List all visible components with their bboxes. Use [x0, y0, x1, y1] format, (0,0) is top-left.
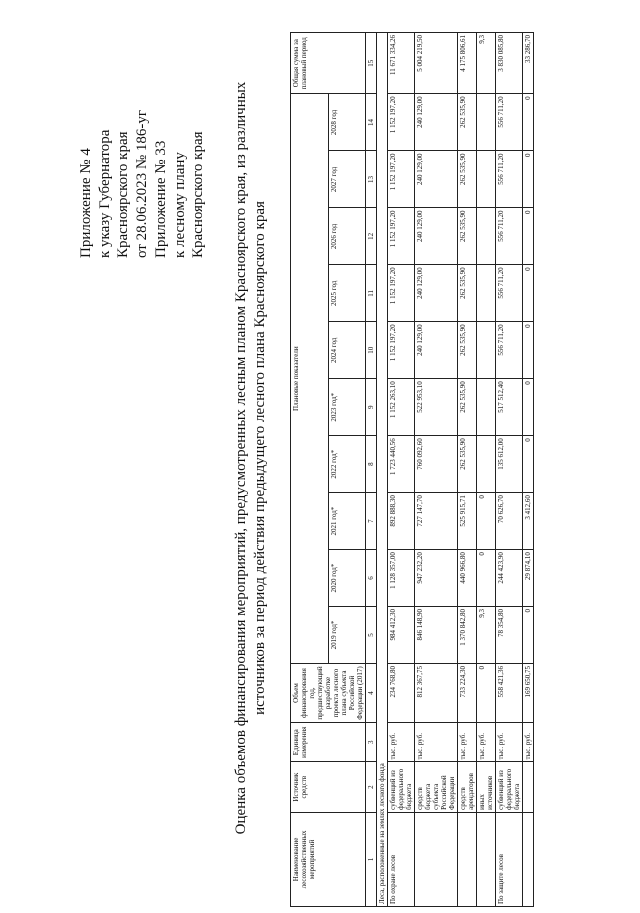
value-cell: 33 286,70: [523, 33, 534, 94]
header-year: 2021 год*: [328, 493, 366, 550]
value-cell: 262 535,90: [458, 265, 477, 322]
value-cell: 1 152 197,20: [388, 94, 415, 151]
value-cell: 70 626,70: [496, 493, 523, 550]
value-cell: 0: [523, 94, 534, 151]
value-cell: [477, 265, 496, 322]
value-cell: 3 412,60: [523, 493, 534, 550]
column-number: 9: [366, 379, 377, 436]
column-number: 5: [366, 607, 377, 664]
source-cell: иных источников: [477, 762, 496, 812]
value-cell: 0: [477, 550, 496, 607]
value-cell: 0: [523, 208, 534, 265]
value-cell: 135 612,00: [496, 436, 523, 493]
table-row: [496, 33, 523, 907]
column-number: 7: [366, 493, 377, 550]
source-cell: субвенций из федерального бюджета: [388, 762, 415, 812]
column-number: 3: [366, 723, 377, 762]
value-cell: 1 152 197,20: [388, 151, 415, 208]
value-cell: 29 874,10: [523, 550, 534, 607]
value-cell: 0: [523, 607, 534, 664]
appendix-line: Приложение № 33: [153, 140, 169, 258]
header-year: 2020 год*: [328, 550, 366, 607]
value-cell: [477, 208, 496, 265]
value-cell: 556 711,20: [496, 265, 523, 322]
value-cell: 517 512,40: [496, 379, 523, 436]
value-cell: 11 671 334,26: [388, 33, 415, 94]
value-cell: 0: [477, 493, 496, 550]
column-number: 1: [366, 812, 377, 906]
value-cell: [477, 436, 496, 493]
column-number: 10: [366, 322, 377, 379]
header-year: 2025 год: [328, 265, 366, 322]
value-cell: [477, 94, 496, 151]
value-cell: 262 535,90: [458, 436, 477, 493]
unit-cell: тыс. руб.: [496, 723, 523, 762]
column-number-row: [366, 33, 377, 907]
header-year: 2027 год: [328, 151, 366, 208]
column-number: 4: [366, 663, 377, 722]
appendix-line: от 28.06.2023 № 186-уг: [133, 109, 150, 258]
document-title-line: Оценка объемов финансирования мероприятий, предусмотренных лесным планом Красноярского края, из различных: [233, 81, 249, 835]
appendix-line: Красноярского края: [190, 131, 206, 258]
value-cell: 262 535,90: [458, 379, 477, 436]
column-number: 15: [366, 33, 377, 94]
table-row: [415, 33, 458, 907]
value-cell: 5 004 219,50: [415, 33, 458, 94]
appendix-line: Приложение № 4: [78, 148, 94, 258]
value-cell: 556 711,20: [496, 208, 523, 265]
value-cell: [477, 379, 496, 436]
value-cell: 556 711,20: [496, 94, 523, 151]
column-number: 8: [366, 436, 377, 493]
value-cell: 240 129,00: [415, 265, 458, 322]
appendix-note-decree: [77, 110, 151, 258]
header-year: 2026 год: [328, 208, 366, 265]
value-cell: 892 888,30: [388, 493, 415, 550]
measure-name-cell: [477, 812, 496, 906]
value-cell: 0: [477, 663, 496, 722]
header-volume: Объем финансирования год, предшествующий разработке проекта лесного плана субъекта Российской Федерации (2017): [291, 663, 366, 722]
appendix-line: к указу Губернатора: [96, 129, 113, 258]
value-cell: 240 129,00: [415, 94, 458, 151]
source-cell: субвенций из федерального бюджета: [496, 762, 523, 812]
value-cell: 947 232,20: [415, 550, 458, 607]
section-row: [377, 33, 388, 907]
value-cell: 3 830 085,80: [496, 33, 523, 94]
table-row: [458, 33, 477, 907]
section-label: Леса, расположенные на землях лесного фонда: [377, 33, 388, 907]
header-year: 2023 год*: [328, 379, 366, 436]
value-cell: 262 535,90: [458, 208, 477, 265]
unit-cell: тыс. руб.: [523, 723, 534, 762]
value-cell: 812 367,75: [415, 663, 458, 722]
header-unit: Единица измерения: [291, 723, 366, 762]
header-year: 2019 год*: [328, 607, 366, 664]
measure-name-cell: [415, 812, 458, 906]
value-cell: 846 148,90: [415, 607, 458, 664]
value-cell: 558 421,36: [496, 663, 523, 722]
value-cell: 1 370 842,80: [458, 607, 477, 664]
value-cell: 244 423,90: [496, 550, 523, 607]
column-number: 12: [366, 208, 377, 265]
value-cell: 1 152 197,20: [388, 208, 415, 265]
unit-cell: тыс. руб.: [458, 723, 477, 762]
appendix-line: к лесному плану: [171, 152, 188, 258]
value-cell: 556 711,20: [496, 322, 523, 379]
value-cell: 9,3: [477, 33, 496, 94]
value-cell: 984 412,30: [388, 607, 415, 664]
table-row: [477, 33, 496, 907]
measure-name-cell: По защите лесов: [496, 812, 523, 906]
header-year: 2028 год: [328, 94, 366, 151]
value-cell: 760 092,60: [415, 436, 458, 493]
header-year: 2022 год*: [328, 436, 366, 493]
unit-cell: тыс. руб.: [477, 723, 496, 762]
column-number: 2: [366, 762, 377, 812]
column-number: 11: [366, 265, 377, 322]
value-cell: 1 152 197,20: [388, 322, 415, 379]
column-number: 14: [366, 94, 377, 151]
value-cell: 262 535,90: [458, 322, 477, 379]
header-total: Общая сумма за плановый период: [291, 33, 366, 94]
source-cell: [523, 762, 534, 812]
unit-cell: тыс. руб.: [388, 723, 415, 762]
value-cell: 525 915,71: [458, 493, 477, 550]
appendix-line: Красноярского края: [115, 131, 131, 258]
measure-name-cell: [523, 812, 534, 906]
value-cell: 9,3: [477, 607, 496, 664]
header-name: Наименование лесохозяйственных мероприятий: [291, 812, 366, 906]
value-cell: 0: [523, 436, 534, 493]
measure-name-cell: По охране лесов: [388, 812, 415, 906]
value-cell: 0: [523, 379, 534, 436]
value-cell: 240 129,00: [415, 151, 458, 208]
value-cell: 0: [523, 151, 534, 208]
value-cell: 1 152 197,20: [388, 265, 415, 322]
unit-cell: тыс. руб.: [415, 723, 458, 762]
source-cell: средств бюджета субъекта Российской Федерации: [415, 762, 458, 812]
value-cell: 240 129,00: [415, 208, 458, 265]
header-source: Источник средств: [291, 762, 366, 812]
value-cell: 733 224,30: [458, 663, 477, 722]
value-cell: 440 966,80: [458, 550, 477, 607]
value-cell: [477, 151, 496, 208]
appendix-note-forest-plan: [152, 131, 208, 258]
value-cell: [477, 322, 496, 379]
value-cell: 1 152 263,10: [388, 379, 415, 436]
header-year: 2024 год: [328, 322, 366, 379]
value-cell: 556 711,20: [496, 151, 523, 208]
value-cell: 169 650,75: [523, 663, 534, 722]
column-number: 13: [366, 151, 377, 208]
value-cell: 0: [523, 265, 534, 322]
table-row: [388, 33, 415, 907]
table-row: [523, 33, 534, 907]
measure-name-cell: [458, 812, 477, 906]
value-cell: 522 953,10: [415, 379, 458, 436]
value-cell: 240 129,00: [415, 322, 458, 379]
value-cell: 262 535,90: [458, 151, 477, 208]
source-cell: средств арендаторов: [458, 762, 477, 812]
value-cell: 262 535,90: [458, 94, 477, 151]
value-cell: 1 723 440,56: [388, 436, 415, 493]
value-cell: 78 354,80: [496, 607, 523, 664]
value-cell: 0: [523, 322, 534, 379]
value-cell: 727 147,70: [415, 493, 458, 550]
value-cell: 1 128 357,00: [388, 550, 415, 607]
financing-table: [290, 32, 534, 907]
value-cell: 234 768,80: [388, 663, 415, 722]
document-title-line: источников за период действия предыдущего лесного плана Красноярского края: [252, 201, 268, 715]
value-cell: 4 175 806,61: [458, 33, 477, 94]
column-number: 6: [366, 550, 377, 607]
header-planned: Плановые показатели: [291, 94, 329, 664]
